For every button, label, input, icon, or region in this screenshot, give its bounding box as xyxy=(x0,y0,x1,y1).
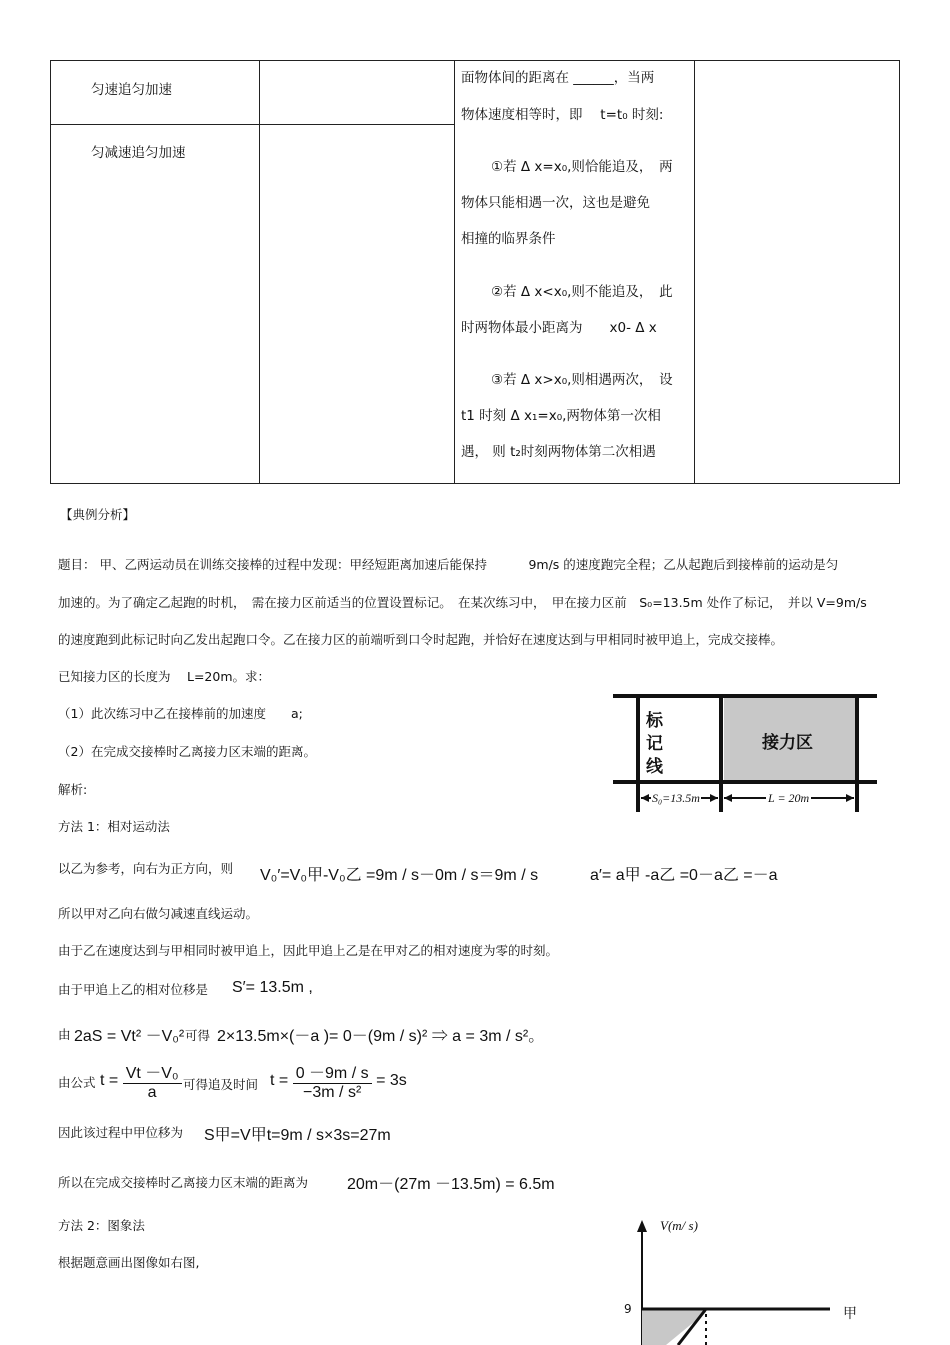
method-title: 方法 2：图象法 xyxy=(58,1218,145,1233)
table-cell-line: ③若 Δ x>x₀,则相遇两次， 设 xyxy=(491,372,673,388)
table-cell-line: 物体速度相等时，即 t=t₀ 时刻: xyxy=(461,107,664,123)
problem-text: 已知接力区的长度为 L=20m。求： xyxy=(58,669,270,684)
table-divider xyxy=(454,61,455,483)
displacement-equation: S甲=V甲t=9m / s×3s=27m xyxy=(204,1127,391,1144)
method-text: 由于乙在速度达到与甲相同时被甲追上，因此甲追上乙是在甲对乙的相对速度为零的时刻。 xyxy=(58,943,559,958)
method-text: 因此该过程中甲位移为 xyxy=(58,1125,184,1140)
time-result: t = $\frac{0 -9m / s}{\text{−3m / s²}}$ = 3s xyxy=(270,1060,407,1102)
method-text: 所以在完成交接棒时乙离接力区末端的距离为 xyxy=(58,1175,309,1190)
table-row-label: 匀减速追匀加速 xyxy=(91,145,186,161)
fraction-numerator: 0 －9m / s xyxy=(293,1060,372,1084)
fraction-denominator: −3m / s² xyxy=(303,1084,362,1101)
final-distance: 20m－(27m －13.5m) = 6.5m xyxy=(347,1176,555,1193)
method-text: 可得 xyxy=(185,1028,211,1043)
length-label: L = 20m xyxy=(768,791,810,805)
method-text: 以乙为参考，向右为正方向，则 xyxy=(58,861,234,876)
table-divider xyxy=(694,61,695,483)
series-label: 甲 xyxy=(843,1306,857,1322)
table-row-divider xyxy=(51,124,454,125)
method-text: 根据题意画出图像如右图, xyxy=(58,1255,200,1270)
velocity-equation: V₀′=V₀甲-V₀乙 =9m / s－0m / s＝9m / s xyxy=(260,867,539,884)
fraction-numerator: Vt －V₀ xyxy=(123,1060,182,1084)
y-axis-label: V(m/ s) xyxy=(660,1218,698,1233)
time-formula: t = $\frac{\text{Vt －V₀}}{a}$ xyxy=(100,1060,182,1102)
table-cell-line: ①若 Δ x=x₀,则恰能追及， 两 xyxy=(491,159,673,175)
problem-text: 加速的。为了确定乙起跑的时机， 需在接力区前适当的位置设置标记。 在某次练习中， 甲在接力区前 S₀=13.5m 处作了标记， 并以 V=9m/s xyxy=(58,595,867,610)
table-cell-line: 时两物体最小距离为 x0- Δ x xyxy=(461,320,657,336)
fraction-denominator: a xyxy=(147,1084,157,1101)
comparison-table xyxy=(50,60,900,484)
method-text: 由公式 xyxy=(58,1075,96,1090)
kinematics-equation: 2aS = Vt² －V₀² xyxy=(74,1028,185,1045)
table-cell-line: ②若 Δ x<x₀,则不能追及， 此 xyxy=(491,284,673,300)
table-cell-line: 相撞的临界条件 xyxy=(461,231,556,247)
table-cell-line: t1 时刻 Δ x₁=x₀,两物体第一次相 xyxy=(461,408,661,424)
velocity-time-graph xyxy=(620,1220,850,1345)
acceleration-equation: a′= a甲 -a乙 =0－a乙 =－a xyxy=(590,867,778,884)
method-text: 由 xyxy=(58,1027,71,1042)
question-1: （1）此次练习中乙在接棒前的加速度 a; xyxy=(58,706,303,721)
s0-label: S₀=13.5m xyxy=(652,791,700,805)
section-title: 【典例分析】 xyxy=(60,507,136,522)
table-cell-line: 遇， 则 t₂时刻两物体第二次相遇 xyxy=(461,444,656,460)
method-text: 可得追及时间 xyxy=(183,1077,259,1092)
method-text: 所以甲对乙向右做匀减速直线运动。 xyxy=(58,906,259,921)
y-tick-label: 9 xyxy=(624,1302,632,1316)
problem-text: 的速度跑到此标记时向乙发出起跑口令。乙在接力区的前端听到口令时起跑，并恰好在速度达到与甲相同时被甲追上，完成交接棒。 xyxy=(58,632,784,647)
relative-displacement: S′= 13.5m , xyxy=(232,979,313,996)
acceleration-result: 2×13.5m×(－a )= 0－(9m / s)² ⇒ a = 3m / s²。 xyxy=(217,1028,545,1045)
table-cell-line: 物体只能相遇一次，这也是避免 xyxy=(461,195,650,211)
relay-zone-label: 接力区 xyxy=(762,733,813,753)
question-2: （2）在完成交接棒时乙离接力区末端的距离。 xyxy=(58,744,316,759)
method-title: 方法 1：相对运动法 xyxy=(58,819,170,834)
problem-text: 题目： 甲、乙两运动员在训练交接棒的过程中发现：甲经短距离加速后能保持 9m/s 的速度跑完全程；乙从起跑后到接棒前的运动是匀 xyxy=(58,557,839,572)
table-row-label: 匀速追匀加速 xyxy=(91,82,172,98)
analysis-label: 解析: xyxy=(58,782,88,797)
table-cell-line: 面物体间的距离在 ______，当两 xyxy=(461,70,655,86)
method-text: 由于甲追上乙的相对位移是 xyxy=(58,982,209,997)
time-value: = 3s xyxy=(376,1072,407,1090)
mark-line-label: 标记线 xyxy=(646,711,663,777)
